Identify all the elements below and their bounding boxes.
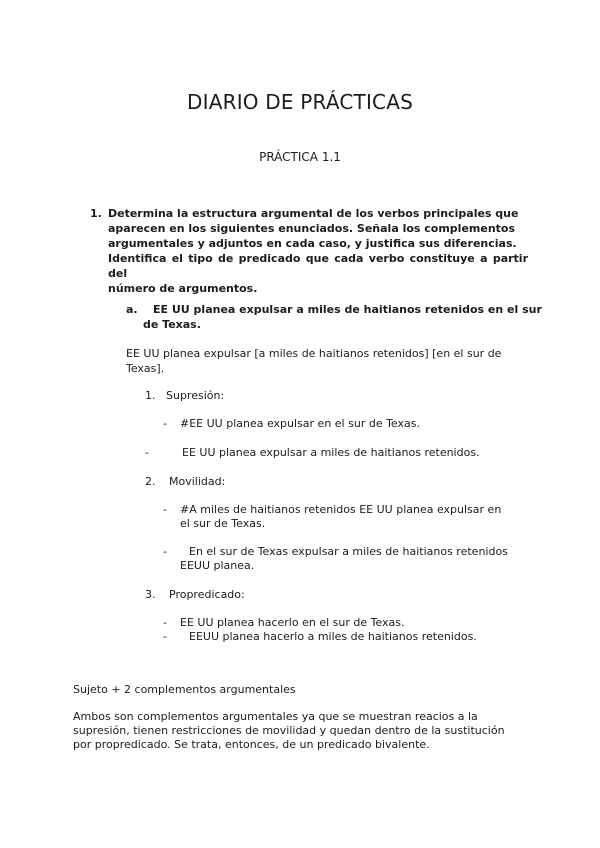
item-a-sentence-line2: de Texas. [143, 318, 201, 331]
exercise-instructions [108, 206, 528, 296]
analysis-line1: EE UU planea expulsar [a miles de haitianos retenidos] [en el sur de [126, 347, 502, 360]
test-name-supresion: Supresión: [166, 389, 225, 402]
test-number: 3. [145, 588, 156, 601]
example-text: En el sur de Texas expulsar a miles de haitianos retenidos [189, 545, 508, 558]
practice-subtitle: PRÁCTICA 1.1 [259, 150, 341, 164]
exercise-number: 1. [90, 207, 102, 220]
conclusion-heading: Sujeto + 2 complementos argumentales [73, 683, 296, 696]
example-text: EEUU planea hacerlo a miles de haitianos retenidos. [189, 630, 477, 643]
exercise-line: Determina la estructura argumental de los verbos principales que [108, 207, 519, 220]
example-dash: - [163, 616, 167, 629]
example-text: el sur de Texas. [180, 517, 266, 530]
example-dash: - [163, 545, 167, 558]
page-title: DIARIO DE PRÁCTICAS [187, 90, 413, 114]
test-name-propredicado: Propredicado: [169, 588, 245, 601]
test-number: 1. [145, 389, 156, 402]
conclusion-line: Ambos son complementos argumentales ya que se muestran reacios a la [73, 710, 478, 723]
example-text: #A miles de haitianos retenidos EE UU planea expulsar en [180, 503, 502, 516]
analysis-line2: Texas]. [126, 362, 165, 375]
example-dash: - [163, 503, 167, 516]
item-a-marker: a. [126, 303, 138, 316]
exercise-line: Identifica el tipo de predicado que cada verbo constituye a partir del [108, 252, 528, 280]
conclusion-line: supresión, tienen restricciones de movilidad y quedan dentro de la sustitución [73, 724, 505, 737]
example-text: #EE UU planea expulsar en el sur de Texas. [180, 417, 420, 430]
test-number: 2. [145, 475, 156, 488]
example-text: EE UU planea expulsar a miles de haitianos retenidos. [182, 446, 480, 459]
example-dash: - [145, 446, 149, 459]
example-dash: - [163, 417, 167, 430]
example-text: EE UU planea hacerlo en el sur de Texas. [180, 616, 405, 629]
exercise-line: argumentales y adjuntos en cada caso, y justifica sus diferencias. [108, 237, 517, 250]
exercise-line: número de argumentos. [108, 282, 258, 295]
exercise-line: aparecen en los siguientes enunciados. Señala los complementos [108, 222, 516, 235]
example-text: EEUU planea. [180, 559, 255, 572]
example-dash: - [163, 630, 167, 643]
conclusion-line: por propredicado. Se trata, entonces, de un predicado bivalente. [73, 738, 430, 751]
test-name-movilidad: Movilidad: [169, 475, 226, 488]
item-a-sentence-line1: EE UU planea expulsar a miles de haitianos retenidos en el sur [153, 303, 542, 316]
